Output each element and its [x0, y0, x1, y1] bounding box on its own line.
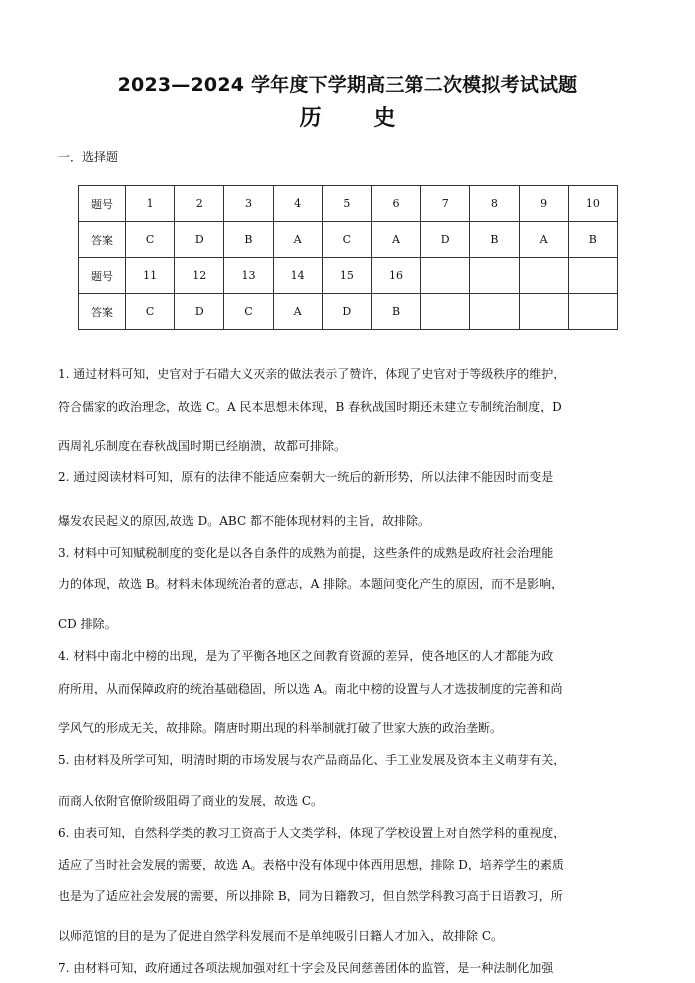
- table-cell: B: [224, 222, 273, 258]
- table-cell: 6: [371, 186, 420, 222]
- table-cell: 10: [568, 186, 617, 222]
- exam-subject: 历 史: [299, 106, 418, 131]
- text-line: 2. 通过阅读材料可知，原有的法律不能适应秦朝大一统后的新形势，所以法律不能因时而变是: [58, 471, 554, 483]
- table-cell: 1: [126, 186, 175, 222]
- section-heading: 一．选择题: [58, 150, 119, 164]
- table-cell: D: [322, 294, 371, 330]
- table-cell: [421, 294, 470, 330]
- text-line: 府所用，从而保障政府的统治基础稳固，所以选 A。南北中榜的设置与人才选拔制度的完善和尚: [58, 683, 563, 695]
- table-cell: 11: [126, 258, 175, 294]
- table-cell: D: [175, 222, 224, 258]
- table-row: [79, 258, 618, 294]
- text-line: 3. 材料中可知赋税制度的变化是以各自条件的成熟为前提，这些条件的成熟是政府社会治理能: [58, 547, 554, 559]
- table-row: [79, 294, 618, 330]
- row-header-cell: 题号: [79, 186, 126, 222]
- table-cell: 16: [371, 258, 420, 294]
- table-cell: [519, 294, 568, 330]
- text-line: 力的体现，故选 B。材料未体现统治者的意志，A 排除。本题问变化产生的原因，而不是影响，: [58, 578, 564, 590]
- table-cell: 14: [273, 258, 322, 294]
- table-cell: 4: [273, 186, 322, 222]
- text-line: 也是为了适应社会发展的需要，所以排除 B，同为日籍教习，但自然学科教习高于日语教习，所: [58, 890, 563, 902]
- answer-table: [78, 185, 618, 330]
- table-cell: 8: [470, 186, 519, 222]
- row-header-cell: 答案: [79, 222, 126, 258]
- text-line: 以师范馆的目的是为了促进自然学科发展而不是单纯吸引日籍人才加入，故排除 C。: [58, 930, 503, 942]
- text-line: 爆发农民起义的原因,故选 D。ABC 都不能体现材料的主旨，故排除。: [58, 515, 430, 527]
- table-cell: 2: [175, 186, 224, 222]
- table-cell: D: [175, 294, 224, 330]
- text-line: 西周礼乐制度在春秋战国时期已经崩溃，故都可排除。: [58, 440, 347, 452]
- table-cell: B: [371, 294, 420, 330]
- table-cell: 7: [421, 186, 470, 222]
- table-cell: [568, 258, 617, 294]
- text-line: 4. 材料中南北中榜的出现，是为了平衡各地区之间教育资源的差异，使各地区的人才都能为政: [58, 650, 554, 662]
- table-cell: B: [470, 222, 519, 258]
- table-cell: A: [371, 222, 420, 258]
- text-line: 7. 由材料可知，政府通过各项法规加强对红十字会及民间慈善团体的监管，是一种法制化加强: [58, 962, 554, 974]
- table-row: [79, 186, 618, 222]
- table-cell: 13: [224, 258, 273, 294]
- text-line: 1. 通过材料可知，史官对于石碏大义灭亲的做法表示了赞许，体现了史官对于等级秩序的维护，: [58, 368, 566, 380]
- table-cell: [470, 258, 519, 294]
- table-cell: 12: [175, 258, 224, 294]
- text-line: 适应了当时社会发展的需要，故选 A。表格中没有体现中体西用思想，排除 D，培养学生的素质: [58, 859, 564, 871]
- table-cell: 9: [519, 186, 568, 222]
- exam-title: 2023—2024 学年度下学期高三第二次模拟考试试题: [117, 74, 578, 96]
- table-cell: C: [126, 222, 175, 258]
- table-cell: 5: [322, 186, 371, 222]
- table-cell: C: [224, 294, 273, 330]
- table-row: [79, 222, 618, 258]
- table-cell: [470, 294, 519, 330]
- table-cell: C: [322, 222, 371, 258]
- text-line: 5. 由材料及所学可知，明清时期的市场发展与农产品商品化、手工业发展及资本主义萌芽有关，: [58, 754, 566, 766]
- text-line: 符合儒家的政治理念，故选 C。A 民本思想未体现，B 春秋战国时期还未建立专制统治制度，D: [58, 401, 562, 413]
- table-cell: A: [519, 222, 568, 258]
- table-cell: 15: [322, 258, 371, 294]
- table-cell: 3: [224, 186, 273, 222]
- table-cell: A: [273, 222, 322, 258]
- table-cell: C: [126, 294, 175, 330]
- table-cell: [568, 294, 617, 330]
- table-cell: A: [273, 294, 322, 330]
- row-header-cell: 题号: [79, 258, 126, 294]
- row-header-cell: 答案: [79, 294, 126, 330]
- table-cell: [519, 258, 568, 294]
- table-cell: D: [421, 222, 470, 258]
- table-cell: B: [568, 222, 617, 258]
- text-line: 而商人依附官僚阶级阻碍了商业的发展，故选 C。: [58, 795, 323, 807]
- text-line: CD 排除。: [58, 618, 117, 630]
- text-line: 6. 由表可知，自然科学类的教习工资高于人文类学科，体现了学校设置上对自然学科的重视度，: [58, 827, 566, 839]
- text-line: 学风气的形成无关，故排除。隋唐时期出现的科举制就打破了世家大族的政治垄断。: [58, 722, 503, 734]
- table-cell: [421, 258, 470, 294]
